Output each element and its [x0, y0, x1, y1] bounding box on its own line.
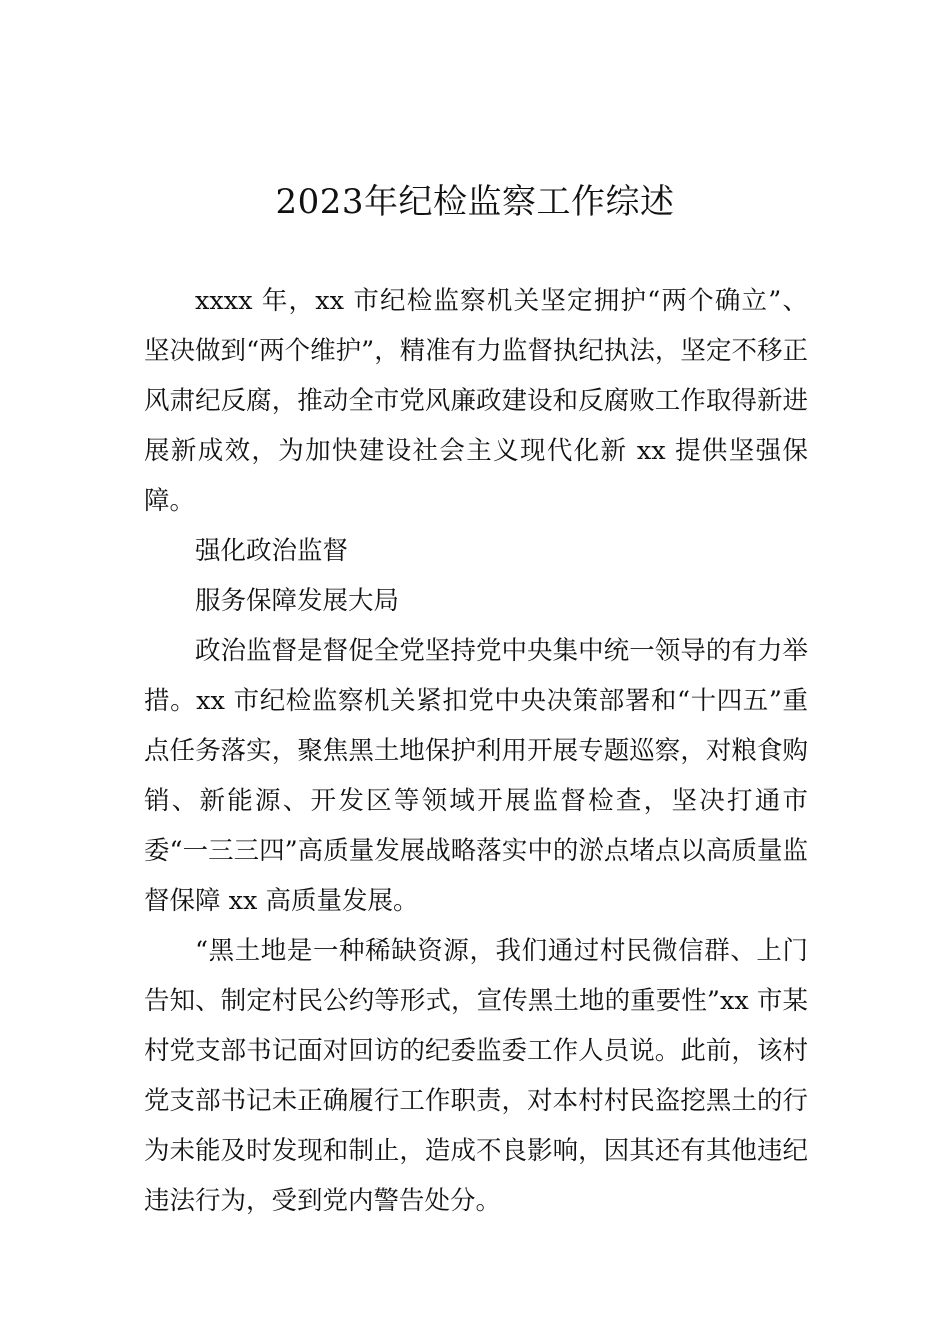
document-body [144, 276, 808, 1226]
section-heading-2: 服务保障发展大局 [195, 586, 400, 616]
section-heading-1: 强化政治监督 [195, 536, 349, 566]
document-title: 2023年纪检监察工作综述 [275, 182, 675, 222]
paragraph-intro: xxxx 年，xx 市纪检监察机关坚定拥护“两个确立”、坚决做到“两个维护”，精准有力监督执纪执法，坚定不移正风肃纪反腐，推动全市党风廉政建设和反腐败工作取得新进展新成效，为加快建设社会主义现代化新 xx 提供坚强保障。 [144, 286, 808, 516]
paragraph-political-supervision: 政治监督是督促全党坚持党中央集中统一领导的有力举措。xx 市纪检监察机关紧扣党中央决策部署和“十四五”重点任务落实，聚焦黑土地保护利用开展专题巡察，对粮食购销、新能源、开发区等领域开展监督检查，坚决打通市委“一三三四”高质量发展战略落实中的淤点堵点以高质量监督保障 xx 高质量发展。 [144, 636, 808, 916]
paragraph-black-soil-quote: “黑土地是一种稀缺资源，我们通过村民微信群、上门告知、制定村民公约等形式，宣传黑土地的重要性”xx 市某村党支部书记面对回访的纪委监委工作人员说。此前，该村党支部书记未正确履行工作职责，对本村村民盗挖黑土的行为未能及时发现和制止，造成不良影响，因其还有其他违纪违法行为，受到党内警告处分。 [144, 936, 808, 1216]
